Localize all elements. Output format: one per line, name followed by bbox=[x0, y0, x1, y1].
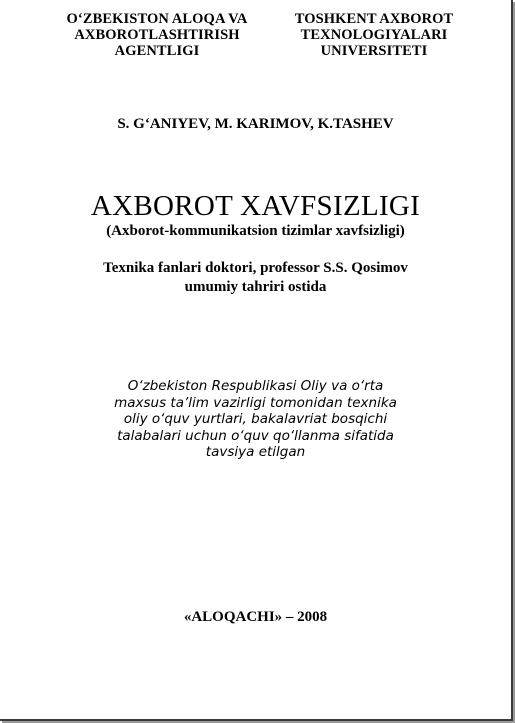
approval-statement bbox=[0, 378, 511, 461]
approval-line: O‘zbekiston Respublikasi Oliy va o‘rta bbox=[127, 378, 384, 394]
right-org-line: TOSHKENT AXBOROT bbox=[294, 11, 454, 27]
approval-line: oliy o‘quv yurtlari, bakalavriat bosqichi bbox=[123, 411, 388, 427]
authors: S. G‘ANIYEV, M. KARIMOV, K.TASHEV bbox=[117, 116, 394, 132]
approval-line: talabalari uchun o‘quv qo‘llanma sifatida bbox=[117, 427, 394, 444]
editor-note bbox=[0, 259, 511, 297]
book-title: AXBOROT XAVFSIZLIGI bbox=[90, 190, 421, 222]
editor-line: Texnika fanlari doktori, professor S.S. Qosimov bbox=[103, 260, 408, 276]
left-org-line: AXBOROTLASHTIRISH bbox=[74, 27, 240, 43]
publisher-year: «ALOQACHI» – 2008 bbox=[183, 609, 328, 625]
approval-line: tavsiya etilgan bbox=[205, 444, 306, 460]
book-subtitle: (Axborot-kommunikatsion tizimlar xavfsizligi) bbox=[106, 223, 405, 239]
left-org-line: O‘ZBEKISTON ALOQA VA bbox=[66, 11, 248, 27]
left-organization bbox=[52, 11, 262, 59]
right-org-line: UNIVERSITETI bbox=[320, 43, 428, 59]
editor-line: umumiy tahriri ostida bbox=[184, 279, 327, 295]
left-org-line: AGENTLIGI bbox=[114, 43, 200, 59]
right-org-line: TEXNOLOGIYALARI bbox=[300, 27, 448, 43]
right-organization bbox=[276, 11, 472, 59]
approval-line: maxsus ta’lim vazirligi tomonidan texnika bbox=[114, 394, 397, 411]
